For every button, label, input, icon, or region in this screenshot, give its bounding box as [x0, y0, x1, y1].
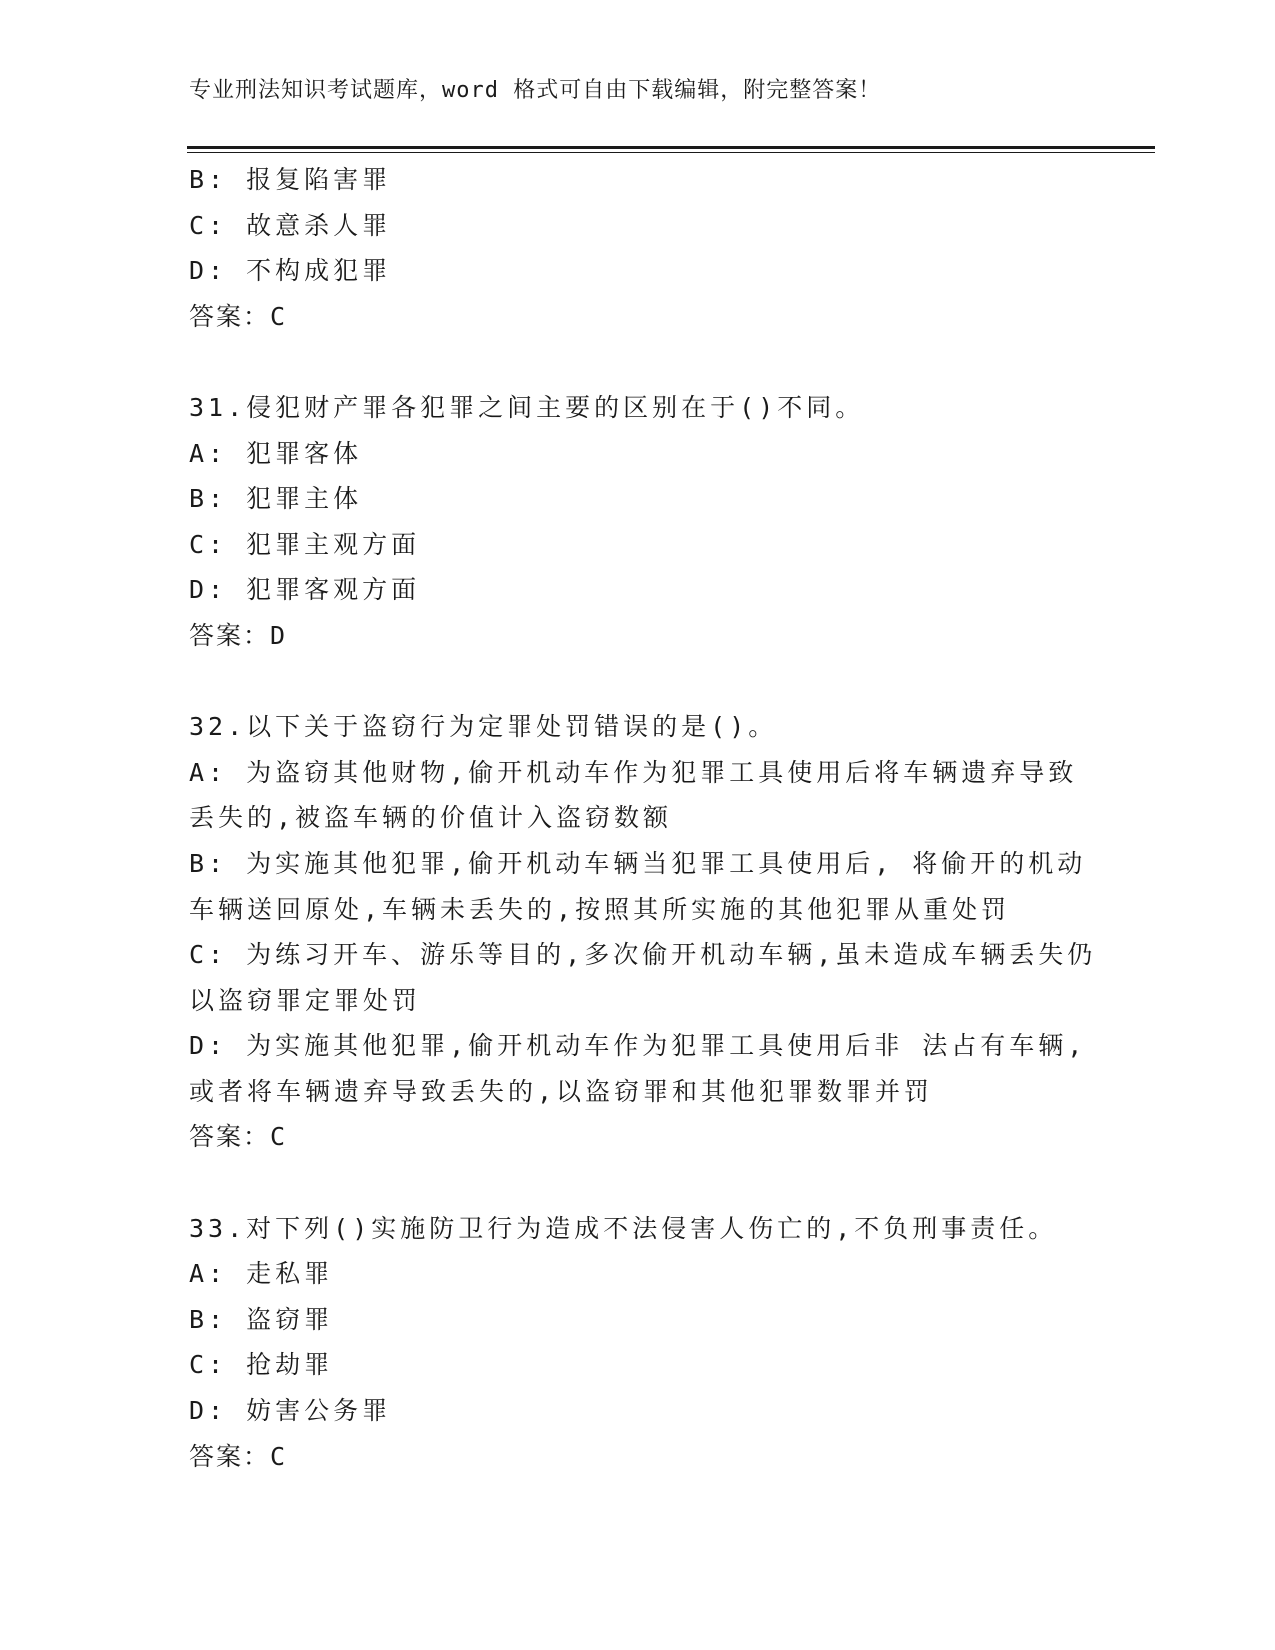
option-line: 车辆送回原处,车辆未丢失的,按照其所实施的其他犯罪从重处罚	[189, 894, 1011, 924]
option-line: C: 抢劫罪	[189, 1350, 334, 1380]
question-stem: 33.对下列()实施防卫行为造成不法侵害人伤亡的,不负刑事责任。	[189, 1213, 1058, 1243]
option-line: B: 报复陷害罪	[189, 165, 392, 194]
question-stem: 32.以下关于盗窃行为定罪处罚错误的是()。	[189, 712, 778, 742]
spacer	[189, 659, 1089, 705]
spacer	[189, 339, 1089, 385]
spacer	[189, 1160, 1089, 1206]
question-stem: 31.侵犯财产罪各犯罪之间主要的区别在于()不同。	[189, 392, 865, 422]
option-line: 丢失的,被盗车辆的价值计入盗窃数额	[189, 803, 673, 833]
option-line: A: 犯罪客体	[189, 438, 363, 468]
option-line: C: 故意杀人罪	[189, 210, 392, 240]
option-line: D: 为实施其他犯罪,偷开机动车作为犯罪工具使用后非 法占有车辆,	[189, 1031, 1087, 1061]
question-32	[189, 704, 1097, 1160]
header-rule-thin	[187, 152, 1155, 153]
header-rule-thick	[187, 146, 1155, 149]
option-line: D: 犯罪客观方面	[189, 575, 421, 605]
option-line: A: 为盗窃其他财物,偷开机动车作为犯罪工具使用后将车辆遗弃导致	[189, 757, 1078, 787]
option-line: D: 妨害公务罪	[189, 1396, 392, 1426]
answer-line: 答案：C	[189, 1441, 288, 1471]
question-33	[189, 1206, 1089, 1480]
option-line: B: 为实施其他犯罪,偷开机动车辆当犯罪工具使用后, 将偷开的机动	[189, 848, 1087, 878]
option-line: C: 犯罪主观方面	[189, 529, 421, 559]
option-line: 或者将车辆遗弃导致丢失的,以盗窃罪和其他犯罪数罪并罚	[189, 1076, 934, 1106]
option-line: B: 盗窃罪	[189, 1304, 334, 1334]
option-line: 以盗窃罪定罪处罚	[189, 985, 422, 1015]
answer-line: 答案：C	[189, 1122, 288, 1152]
option-line: A: 走私罪	[189, 1259, 334, 1289]
prev-question-block	[189, 157, 1089, 339]
question-31	[189, 385, 1089, 659]
option-line: D: 不构成犯罪	[189, 256, 392, 286]
option-line: B: 犯罪主体	[189, 484, 363, 514]
option-line: C: 为练习开车、游乐等目的,多次偷开机动车辆,虽未造成车辆丢失仍	[189, 940, 1097, 970]
answer-line: 答案：C	[189, 301, 288, 331]
answer-line: 答案：D	[189, 620, 288, 650]
question-content	[189, 157, 1097, 1479]
page-header: 专业刑法知识考试题库，word 格式可自由下载编辑，附完整答案！	[189, 78, 882, 103]
